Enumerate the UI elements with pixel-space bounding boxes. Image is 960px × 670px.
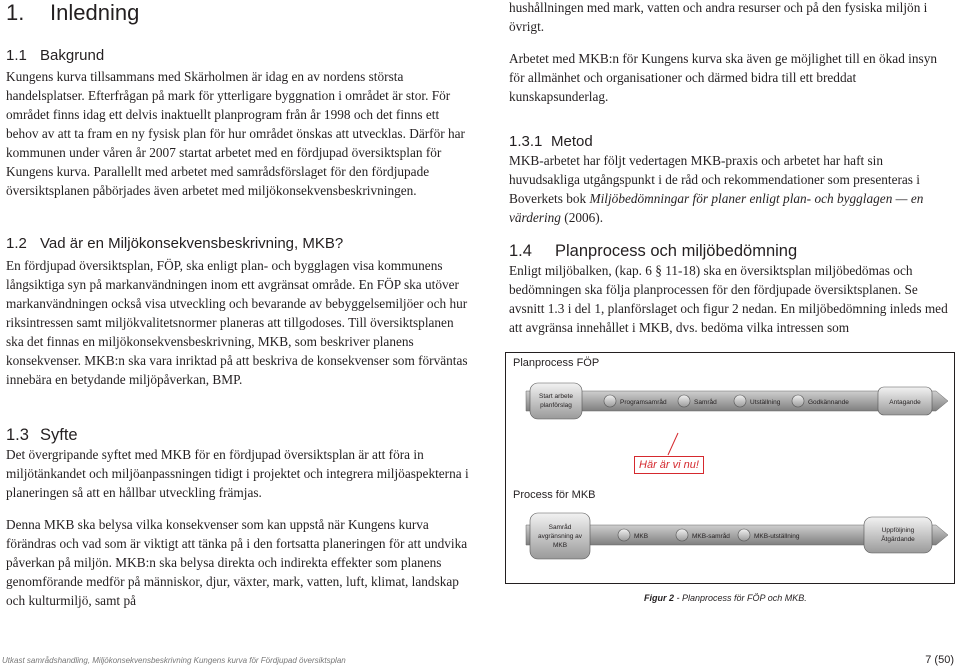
metod-text-start: MKB-arbetet har följt vedertagen MKB-praxis och arbetet har haft sin huvudsakliga utgångspunkt i de råd och rekommendationer som presenteras i Boverkets bok — [509, 153, 920, 206]
paragraph-public-insight: Arbetet med MKB:n för Kungens kurva ska även ge möjlighet till en ökad insyn för allmänhet och organisationer och därmed bidra till ett breddat kunskapsunderlag. — [509, 51, 937, 104]
chapter-heading — [6, 0, 139, 26]
paragraph-syfte-2: Denna MKB ska belysa vilka konsekvenser som kan uppstå när Kungens kurva förändras och vad som är viktigt att tänka på i den fortsatta planeringen för att undvika påverkan på miljön. MKB:n ska belysa direkta och indirekta effekter som planens genomförande medför på människor, djur, växter, mark, vatten, luft, klimat, landskap och kulturmiljö, samt på — [6, 517, 468, 608]
figure-caption — [644, 593, 807, 603]
paragraph-planprocess: Enligt miljöbalken, (kap. 6 § 11-18) ska en översiktsplan miljöbedömas och bedömningen ska följa planprocessen för den fördjupade översiktsplanen. Se avsnitt 1.3 i del 1, planförslaget och figur 2 nedan. En miljöbedömning inleds med att avgränsa innehållet i MKB, dvs. bedöma vilka intressen som — [509, 263, 948, 335]
paragraph-vad-ar-mkb: En fördjupad översiktsplan, FÖP, ska enligt plan- och bygglagen visa kommunens långsiktiga syn på markanvändningen inom ett avgränsat område. En FÖP ska utöver markanvändningen också visa utveckling och bevarande av bebyggelsemiljöer och hur riksintressen samt miljökvalitetsnormer planeras att tillgodoses. Till översiktsplanen ska det finnas en miljökonsekvensbeskrivning, MKB, som beskriver planens konsekvenser. MKB:n ska vara inriktad på att beskriva de konsekvenser som förväntas innebära en betydande miljöpåverkan, BMP. — [6, 258, 468, 387]
figure-2 — [505, 352, 955, 584]
section-number: 1.4 — [509, 242, 532, 260]
section-heading-1-3 — [6, 426, 78, 445]
section-title: Metod — [551, 133, 593, 150]
chapter-title: Inledning — [50, 0, 140, 25]
mkb-step-avgransning-label-1: Samråd — [548, 524, 572, 531]
page-number: 7 (50) — [925, 654, 954, 666]
section-number: 1.3.1 — [509, 133, 543, 150]
mkb-step-mkb-label: MKB — [634, 533, 649, 540]
book-title: Miljöbedömningar för planer enligt plan- och bygglagen — en värdering — [509, 191, 924, 225]
mkb-step-avgransning-label-3: MKB — [552, 542, 568, 549]
fop-step-start-label-2: planförslag — [540, 402, 572, 409]
here-pointer-line — [668, 433, 678, 455]
section-heading-1-3-1 — [509, 133, 593, 150]
fop-process-bar — [526, 383, 948, 419]
mkb-step-uppfoljning — [864, 517, 932, 553]
mkb-step-avgransning-label-2: avgränsning av — [537, 533, 583, 540]
mkb-process-bar — [526, 513, 948, 559]
mkb-step-samrad-dot — [676, 529, 688, 541]
paragraph-continued: hushållningen med mark, vatten och andra resurser och på den fysiska miljön i övrigt. — [509, 0, 928, 34]
chapter-number: 1. — [6, 0, 25, 25]
section-title: Vad är en Miljökonsekvensbeskrivning, MKB? — [40, 235, 344, 252]
fop-step-samrad-label: Samråd — [694, 399, 717, 406]
here-we-are-callout: Här är vi nu! — [634, 456, 704, 474]
fop-step-godkannande-dot — [792, 395, 804, 407]
fop-step-samrad-dot — [678, 395, 690, 407]
section-heading-1-4 — [509, 242, 797, 261]
fop-step-programsamrad-label: Programsamråd — [620, 399, 667, 406]
fop-step-utstallning-label: Utställning — [750, 399, 781, 406]
mkb-step-mkb-dot — [618, 529, 630, 541]
fop-step-antagande-label: Antagande — [889, 399, 921, 406]
process-diagram — [506, 353, 954, 583]
mkb-step-uppfoljning-label-1: Uppföljning — [881, 527, 915, 534]
paragraph-syfte-1: Det övergripande syftet med MKB för en fördjupad översiktsplan är att föra in miljötänkandet och miljöanpassningen tidigt i projektet och integrera miljöaspekterna i planeringen så att en hållbar utveckling främjas. — [6, 447, 469, 500]
section-title: Syfte — [40, 426, 78, 444]
section-title: Planprocess och miljöbedömning — [555, 242, 798, 260]
mkb-step-utstallning-label: MKB-utställning — [754, 533, 800, 540]
figure-label-fop: Planprocess FÖP — [513, 357, 600, 369]
section-number: 1.3 — [6, 426, 29, 444]
mkb-step-samrad-label: MKB-samråd — [692, 533, 730, 540]
fop-step-godkannande-label: Godkännande — [808, 399, 849, 406]
metod-text-end: (2006). — [560, 210, 604, 225]
figure-label-mkb: Process för MKB — [513, 489, 596, 501]
section-heading-1-1 — [6, 47, 104, 64]
mkb-step-utstallning-dot — [738, 529, 750, 541]
fop-step-start-label-1: Start arbete — [539, 393, 573, 400]
fop-step-programsamrad-dot — [604, 395, 616, 407]
paragraph-metod — [509, 151, 954, 227]
section-number: 1.1 — [6, 47, 27, 64]
fop-step-start — [530, 383, 582, 419]
paragraph-bakgrund: Kungens kurva tillsammans med Skärholmen är idag en av nordens största handelsplatser. Efterfrågan på mark för ytterligare byggnation i området är stor. För området finns idag ett delvis inaktuellt planprogram från år 1998 och det finns ett behov av att ta fram en ny fysisk plan för hur området önskas att utvecklas. Därför har kommunen under våren år 2007 startat arbetet med en fördjupad översiktsplan för Kungens kurva. Parallellt med arbetet med samrådsförslaget för den fördjupade översiktsplanen påbörjades även arbetet med miljökonsekvensbeskrivningen. — [6, 69, 465, 198]
mkb-step-uppfoljning-label-2: Åtgärdande — [881, 536, 915, 543]
figure-caption-text: - Planprocess för FÖP och MKB. — [674, 593, 807, 603]
section-number: 1.2 — [6, 235, 27, 252]
footer-document-title: Utkast samrådshandling, Miljökonsekvensbeskrivning Kungens kurva för Fördjupad översiktsplan — [2, 656, 346, 665]
section-title: Bakgrund — [40, 47, 105, 64]
figure-caption-prefix: Figur 2 — [644, 593, 675, 603]
section-heading-1-2 — [6, 235, 343, 252]
fop-step-utstallning-dot — [734, 395, 746, 407]
